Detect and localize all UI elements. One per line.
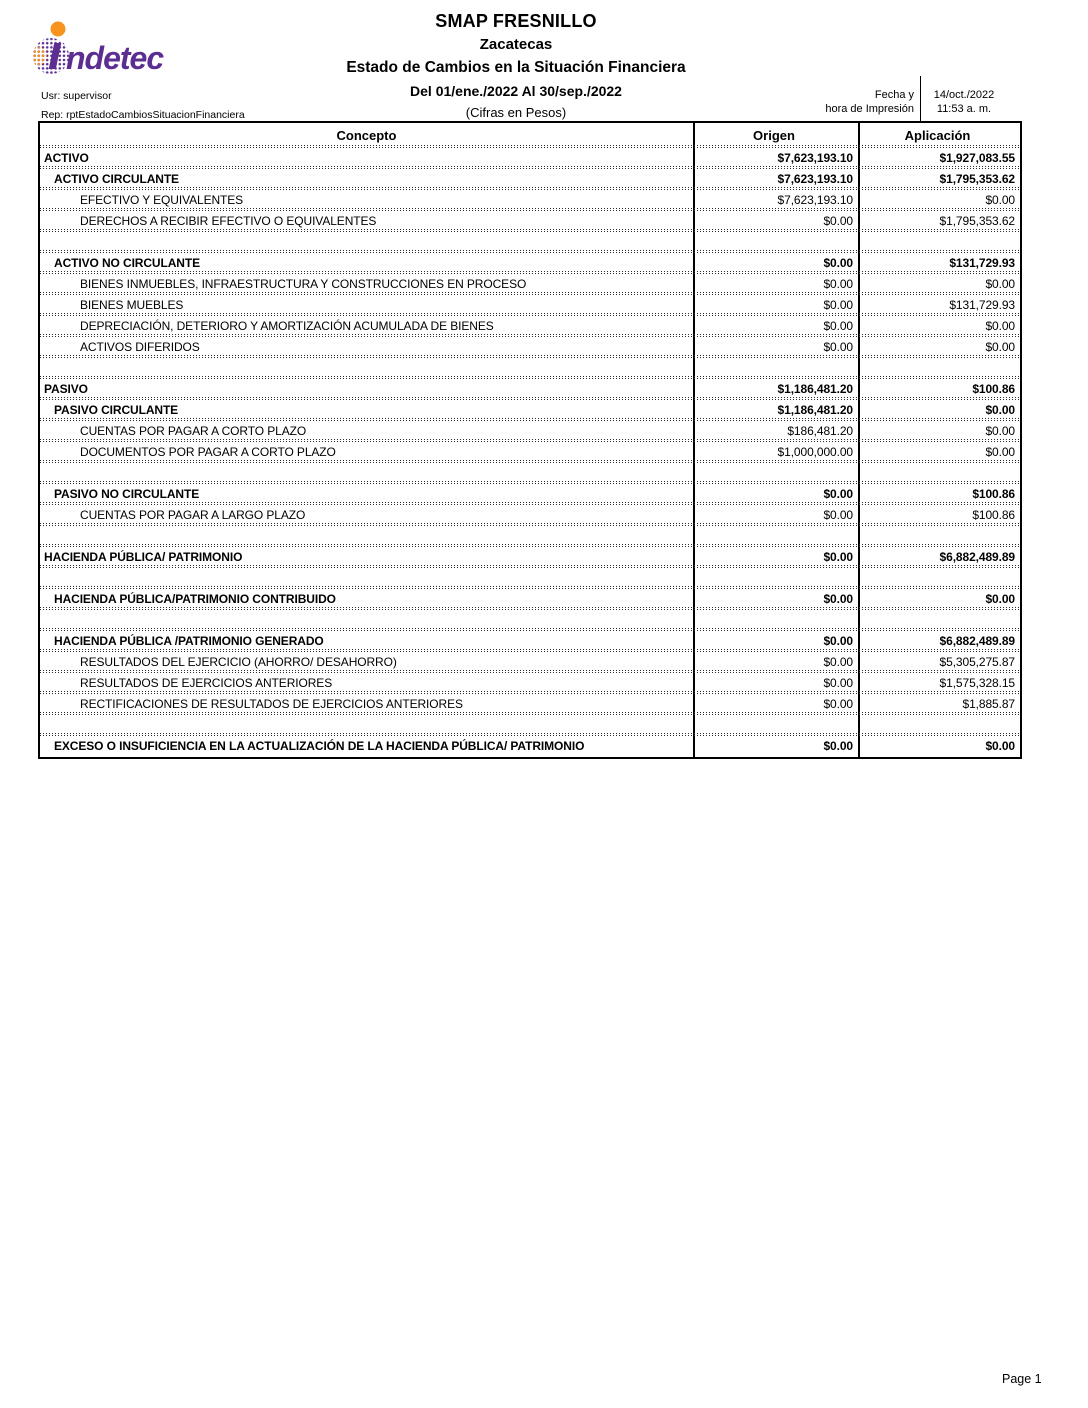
origen-cell: $7,623,193.10	[695, 190, 860, 211]
concepto-cell: HACIENDA PÚBLICA /PATRIMONIO GENERADO	[40, 631, 695, 652]
concepto-cell: ACTIVO NO CIRCULANTE	[40, 253, 695, 274]
concepto-cell: CUENTAS POR PAGAR A LARGO PLAZO	[40, 505, 695, 526]
organization-title: SMAP FRESNILLO	[435, 11, 597, 31]
aplicacion-cell: $0.00	[985, 739, 1015, 753]
table-row	[40, 379, 1020, 400]
concepto-cell: BIENES INMUEBLES, INFRAESTRUCTURA Y CONSTRUCCIONES EN PROCESO	[40, 274, 695, 295]
concepto-cell: ACTIVO CIRCULANTE	[40, 169, 695, 190]
aplicacion-cell	[860, 715, 1020, 736]
origen-cell	[695, 610, 860, 631]
origen-cell: $7,623,193.10	[695, 148, 860, 169]
report-period: Del 01/ene./2022 Al 30/sep./2022	[410, 83, 622, 99]
units-note: (Cifras en Pesos)	[465, 105, 567, 120]
aplicacion-cell: $6,882,489.89	[939, 634, 1015, 648]
origen-cell: $0.00	[695, 547, 860, 568]
concepto-cell: RESULTADOS DEL EJERCICIO (AHORRO/ DESAHORRO)	[40, 652, 695, 673]
print-datetime-values	[921, 76, 1007, 122]
origen-cell: $1,186,481.20	[695, 379, 860, 400]
origen-cell	[695, 568, 860, 589]
concepto-cell: BIENES MUEBLES	[40, 295, 695, 316]
concepto-cell	[40, 610, 695, 631]
concepto-cell: RESULTADOS DE EJERCICIOS ANTERIORES	[40, 673, 695, 694]
concepto-cell: EXCESO O INSUFICIENCIA EN LA ACTUALIZACIÓN DE LA HACIENDA PÚBLICA/ PATRIMONIO	[40, 736, 695, 757]
aplicacion-cell	[860, 568, 1020, 589]
table-header-row	[40, 123, 1020, 148]
aplicacion-cell: $0.00	[985, 445, 1015, 459]
aplicacion-cell: $0.00	[985, 319, 1015, 333]
report-title: Estado de Cambios en la Situación Financiera	[346, 59, 686, 76]
print-datetime-block	[788, 76, 1007, 122]
concepto-cell	[40, 232, 695, 253]
origen-cell: $0.00	[695, 337, 860, 358]
origen-cell	[695, 526, 860, 547]
concepto-cell	[40, 463, 695, 484]
origen-cell: $0.00	[695, 484, 860, 505]
origen-cell: $0.00	[695, 253, 860, 274]
origen-cell: $0.00	[695, 295, 860, 316]
aplicacion-cell: $1,795,353.62	[939, 214, 1015, 228]
origen-cell: $0.00	[695, 274, 860, 295]
table-row	[40, 547, 1020, 568]
state-title: Zacatecas	[479, 36, 553, 53]
origen-cell: $0.00	[695, 652, 860, 673]
concepto-cell: EFECTIVO Y EQUIVALENTES	[40, 190, 695, 211]
table-row	[40, 694, 1020, 715]
origen-cell	[695, 358, 860, 379]
report-id-label: Rep: rptEstadoCambiosSituacionFinanciera	[41, 109, 245, 121]
page-number: Page 1	[1002, 1372, 1042, 1386]
aplicacion-cell: $0.00	[985, 592, 1015, 606]
concepto-cell: DEPRECIACIÓN, DETERIORO Y AMORTIZACIÓN ACUMULADA DE BIENES	[40, 316, 695, 337]
table-row	[40, 589, 1020, 610]
origen-cell: $186,481.20	[695, 421, 860, 442]
table-row	[40, 421, 1020, 442]
aplicacion-cell: $0.00	[985, 340, 1015, 354]
origen-cell: $7,623,193.10	[695, 169, 860, 190]
table-row	[40, 337, 1020, 358]
aplicacion-cell: $6,882,489.89	[939, 550, 1015, 564]
origen-cell: $0.00	[695, 211, 860, 232]
origen-cell	[695, 715, 860, 736]
concepto-cell: HACIENDA PÚBLICA/PATRIMONIO CONTRIBUIDO	[40, 589, 695, 610]
concepto-cell: PASIVO CIRCULANTE	[40, 400, 695, 421]
table-row	[40, 148, 1020, 169]
origen-cell: $0.00	[695, 631, 860, 652]
print-label-line1: Fecha y	[874, 89, 914, 101]
table-row	[40, 169, 1020, 190]
aplicacion-cell: $1,575,328.15	[939, 676, 1015, 690]
aplicacion-cell: $100.86	[972, 382, 1015, 396]
concepto-cell: PASIVO NO CIRCULANTE	[40, 484, 695, 505]
table-row	[40, 568, 1020, 589]
print-datetime-label	[788, 76, 914, 122]
concepto-cell	[40, 526, 695, 547]
table-row	[40, 715, 1020, 736]
origen-cell: $1,186,481.20	[695, 400, 860, 421]
origen-cell: $0.00	[695, 505, 860, 526]
table-row	[40, 442, 1020, 463]
aplicacion-cell	[860, 463, 1020, 484]
aplicacion-cell: $0.00	[985, 193, 1015, 207]
table-row	[40, 610, 1020, 631]
origen-cell: $0.00	[695, 316, 860, 337]
concepto-cell	[40, 715, 695, 736]
concepto-cell	[40, 568, 695, 589]
user-label: Usr: supervisor	[41, 90, 112, 102]
concepto-cell	[40, 358, 695, 379]
aplicacion-cell: $0.00	[985, 403, 1015, 417]
table-row	[40, 316, 1020, 337]
table-body	[40, 148, 1020, 757]
table-row	[40, 295, 1020, 316]
aplicacion-cell: $1,927,083.55	[939, 151, 1015, 165]
aplicacion-cell: $1,885.87	[962, 697, 1015, 711]
table-row	[40, 652, 1020, 673]
origen-cell	[695, 463, 860, 484]
table-row	[40, 484, 1020, 505]
origen-cell: $0.00	[695, 736, 860, 757]
table-row	[40, 673, 1020, 694]
table-row	[40, 736, 1020, 757]
aplicacion-cell	[860, 526, 1020, 547]
origen-cell	[695, 232, 860, 253]
origen-cell: $0.00	[695, 673, 860, 694]
logo-text: ndetec	[66, 40, 164, 76]
table-row	[40, 274, 1020, 295]
aplicacion-cell	[860, 232, 1020, 253]
print-date: 14/oct./2022	[933, 89, 995, 101]
table-row	[40, 400, 1020, 421]
aplicacion-cell: $100.86	[972, 487, 1015, 501]
table-row	[40, 211, 1020, 232]
concepto-cell: RECTIFICACIONES DE RESULTADOS DE EJERCICIOS ANTERIORES	[40, 694, 695, 715]
concepto-cell: DERECHOS A RECIBIR EFECTIVO O EQUIVALENTES	[40, 211, 695, 232]
table-row	[40, 253, 1020, 274]
concepto-cell: ACTIVOS DIFERIDOS	[40, 337, 695, 358]
origen-cell: $0.00	[695, 694, 860, 715]
concepto-cell: CUENTAS POR PAGAR A CORTO PLAZO	[40, 421, 695, 442]
origen-cell: $1,000,000.00	[695, 442, 860, 463]
origen-cell: $0.00	[695, 589, 860, 610]
table-row	[40, 526, 1020, 547]
concepto-cell: HACIENDA PÚBLICA/ PATRIMONIO	[40, 547, 695, 568]
aplicacion-cell: $0.00	[985, 277, 1015, 291]
aplicacion-cell: $0.00	[985, 424, 1015, 438]
table-row	[40, 190, 1020, 211]
aplicacion-cell: $1,795,353.62	[939, 172, 1015, 186]
aplicacion-cell	[860, 358, 1020, 379]
aplicacion-cell: $131,729.93	[949, 298, 1015, 312]
concepto-cell: ACTIVO	[40, 148, 695, 169]
table-row	[40, 505, 1020, 526]
aplicacion-cell	[860, 610, 1020, 631]
table-row	[40, 463, 1020, 484]
print-label-line2: hora de Impresión	[825, 102, 914, 115]
table-row	[40, 358, 1020, 379]
concepto-cell: DOCUMENTOS POR PAGAR A CORTO PLAZO	[40, 442, 695, 463]
table-row	[40, 232, 1020, 253]
column-header-aplicacion: Aplicación	[904, 128, 971, 143]
aplicacion-cell: $5,305,275.87	[939, 655, 1015, 669]
table-row	[40, 631, 1020, 652]
column-header-origen: Origen	[695, 123, 860, 148]
concepto-cell: PASIVO	[40, 379, 695, 400]
aplicacion-cell: $100.86	[972, 508, 1015, 522]
column-header-concepto: Concepto	[40, 123, 695, 148]
print-time: 11:53 a. m.	[936, 102, 992, 115]
financial-table	[38, 121, 1022, 759]
aplicacion-cell: $131,729.93	[949, 256, 1015, 270]
